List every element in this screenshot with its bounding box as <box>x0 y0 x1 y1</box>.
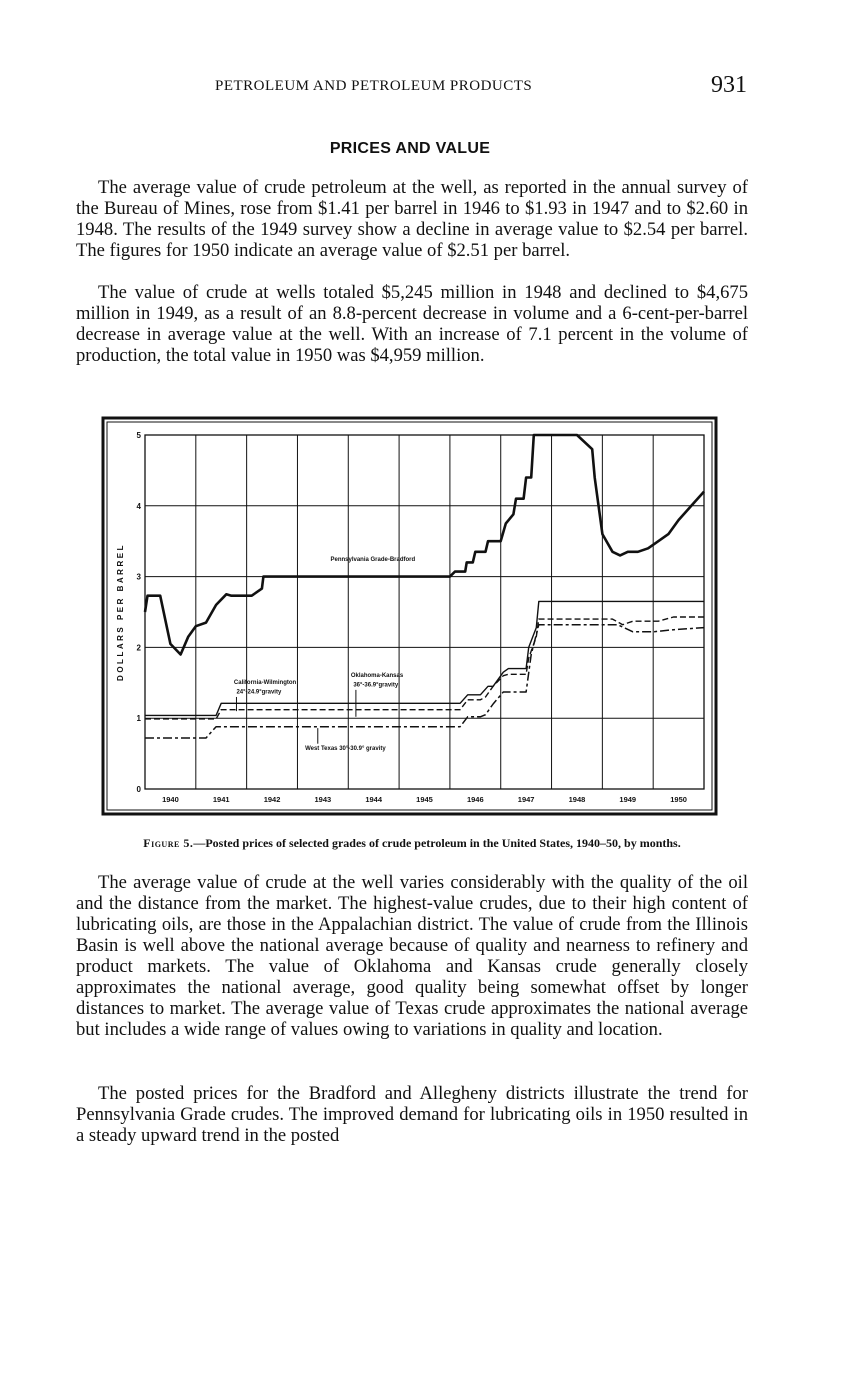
label-oklahoma-gravity: 36°-36.9°gravity <box>353 682 399 689</box>
paragraph: The posted prices for the Bradford and Allegheny districts illustrate the trend for Pennsylvania Grade crudes. The improved demand for lubricating oils in 1950 resulted in a steady upward trend in the posted <box>76 1083 748 1146</box>
y-tick-label: 3 <box>136 572 141 582</box>
paragraph: The average value of crude at the well varies considerably with the quality of the oil and the distance from the market. The highest-value crudes, due to their high content of lubricating oils, are those in the Appalachian district. The value of crude from the Illinois Basin is well above the national average because of quality and nearness to refinery and product markets. The value of Oklahoma and Kansas crude generally closely approximates the national average, good quality being somewhat offset by longer distances to market. The average value of Texas crude approximates the national average but includes a wide range of values owing to variations in quality and location. <box>76 872 748 1040</box>
figure-label: Figure 5. <box>143 836 194 850</box>
caption-text: —Posted prices of selected grades of crude petroleum in the United States, 1940–50, by months. <box>193 836 681 850</box>
y-tick-label: 5 <box>136 431 141 440</box>
y-tick-label: 0 <box>136 785 141 794</box>
y-tick-label: 2 <box>136 643 141 653</box>
outer-frame <box>103 418 716 814</box>
x-tick-label: 1947 <box>517 795 535 804</box>
series-line-3 <box>145 625 704 738</box>
running-title: PETROLEUM AND PETROLEUM PRODUCTS <box>215 78 533 94</box>
section-title: PRICES AND VALUE <box>329 140 491 157</box>
label-california-gravity: 24°-24.9°gravity <box>236 689 282 696</box>
series-line-1 <box>145 601 704 715</box>
label-west-texas: West Texas 30°-30.9° gravity <box>305 746 386 753</box>
y-tick-label: 1 <box>136 714 141 724</box>
x-tick-label: 1949 <box>619 795 637 804</box>
chart-svg <box>101 416 718 816</box>
label-california: California-Wilmington <box>233 680 297 687</box>
x-tick-label: 1945 <box>416 795 433 804</box>
x-tick-label: 1946 <box>466 795 484 804</box>
paragraph: The average value of crude petroleum at the well, as reported in the annual survey of the Bureau of Mines, rose from $1.41 per barrel in 1946 to $1.93 in 1947 and to $2.60 in 1948. The results of the 1949 survey show a decline in average value to $2.54 per barrel. The figures for 1950 indicate an average value of $2.51 per barrel. <box>76 177 748 261</box>
x-tick-label: 1948 <box>568 795 586 804</box>
series-line-0 <box>145 435 704 655</box>
x-tick-label: 1943 <box>314 795 332 804</box>
y-tick-label: 4 <box>136 501 141 511</box>
figure-chart <box>101 416 718 816</box>
plot-area <box>145 435 704 789</box>
label-oklahoma: Oklahoma-Kansas <box>350 673 404 680</box>
label-pennsylvania: Pennsylvania Grade-Bradford <box>330 557 416 564</box>
x-tick-label: 1941 <box>212 795 230 804</box>
page-number: 931 <box>711 72 747 98</box>
x-tick-label: 1950 <box>670 795 687 804</box>
paragraph: The value of crude at wells totaled $5,245 million in 1948 and declined to $4,675 million in 1949, as a result of an 8.8-percent decrease in volume and a 6-cent-per-barrel decrease in average value at the well. With an increase of 7.1 percent in the volume of production, the total value in 1950 was $4,959 million. <box>76 282 748 366</box>
x-tick-label: 1942 <box>263 795 281 804</box>
y-axis-label: DOLLARS PER BARREL <box>116 543 125 681</box>
inner-frame <box>107 422 712 810</box>
x-tick-label: 1944 <box>365 795 383 804</box>
running-head <box>215 74 747 100</box>
x-tick-label: 1940 <box>162 795 179 804</box>
figure-caption <box>0 836 824 851</box>
